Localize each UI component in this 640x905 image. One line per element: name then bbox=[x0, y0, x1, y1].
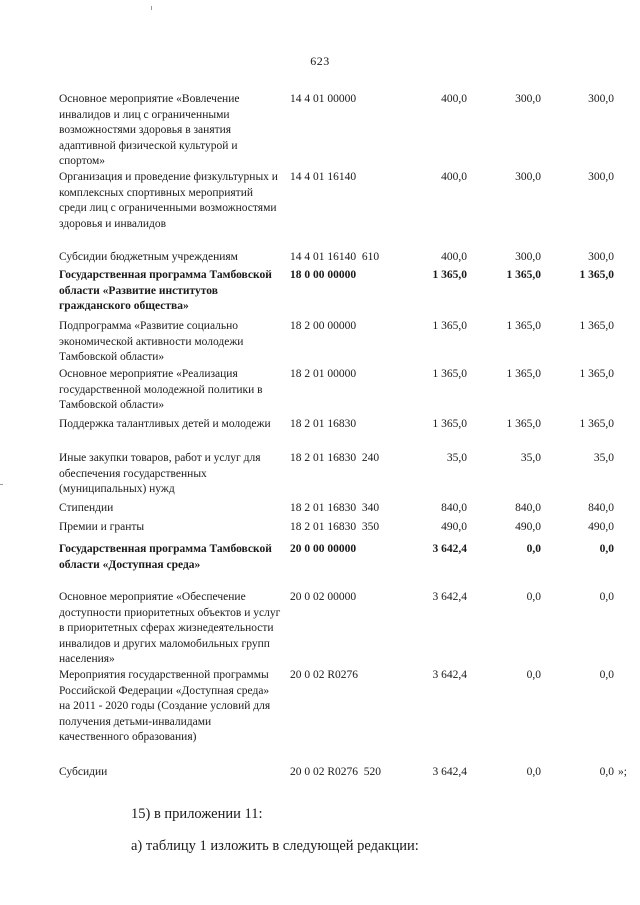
row-name: Субсидии бюджетным учреждениям bbox=[59, 251, 238, 263]
row-value-1: 400,0 bbox=[441, 93, 467, 105]
row-name: Субсидии bbox=[59, 766, 108, 778]
row-code: 14 4 01 00000 bbox=[290, 93, 357, 105]
row-value-2: 0,0 bbox=[526, 669, 541, 681]
amendment-item-a-text: а) таблицу 1 изложить в следующей редакции: bbox=[131, 838, 419, 854]
row-value-2: 490,0 bbox=[515, 521, 541, 533]
row-value-1: 1 365,0 bbox=[432, 269, 467, 281]
row-value-3: 35,0 bbox=[593, 452, 614, 464]
row-value-1: 400,0 bbox=[441, 171, 467, 183]
row-code: 18 2 01 16830 bbox=[290, 418, 357, 430]
row-value-1: 1 365,0 bbox=[432, 320, 467, 332]
row-value-1: 3 642,4 bbox=[432, 591, 467, 603]
row-code: 14 4 01 16140 bbox=[290, 171, 357, 183]
row-value-1: 35,0 bbox=[446, 452, 467, 464]
row-value-3: 1 365,0 bbox=[579, 269, 614, 281]
row-code: 20 0 02 R0276 bbox=[290, 669, 359, 681]
row-code: 20 0 02 R0276 520 bbox=[290, 766, 382, 778]
row-code: 18 2 01 00000 bbox=[290, 368, 357, 380]
row-name: Основное мероприятие «Вовлечение инвалидов и лиц с ограниченными возможностями здоровья в занятия адаптивной физической культурой и спортом» bbox=[59, 93, 240, 167]
scan-artifact-mark bbox=[151, 6, 152, 10]
row-code: 20 0 00 00000 bbox=[290, 543, 357, 555]
row-code: 18 0 00 00000 bbox=[290, 269, 357, 281]
row-name: Стипендии bbox=[59, 502, 114, 514]
page-number: 623 bbox=[310, 54, 330, 68]
row-name: Организация и проведение физкультурных и комплексных спортивных мероприятий среди лиц с ограниченными возможностями здоровья и инвалидов bbox=[59, 171, 278, 230]
row-value-2: 1 365,0 bbox=[506, 269, 541, 281]
row-code: 18 2 01 16830 240 bbox=[290, 452, 380, 464]
row-value-3: 840,0 bbox=[588, 502, 614, 514]
row-value-3: 1 365,0 bbox=[579, 418, 614, 430]
closing-quote-mark: »; bbox=[618, 766, 627, 778]
row-value-2: 0,0 bbox=[526, 543, 541, 555]
row-code: 18 2 01 16830 340 bbox=[290, 502, 380, 514]
row-name: Подпрограмма «Развитие социально экономической активности молодежи Тамбовской области» bbox=[59, 320, 244, 363]
scan-artifact-mark bbox=[0, 484, 3, 485]
row-value-3: 0,0 bbox=[599, 543, 614, 555]
row-value-2: 300,0 bbox=[515, 93, 541, 105]
row-value-1: 3 642,4 bbox=[432, 766, 467, 778]
row-value-3: 0,0 bbox=[599, 591, 614, 603]
row-value-2: 35,0 bbox=[520, 452, 541, 464]
row-code: 18 2 00 00000 bbox=[290, 320, 357, 332]
row-value-1: 1 365,0 bbox=[432, 368, 467, 380]
row-value-2: 1 365,0 bbox=[506, 320, 541, 332]
row-value-2: 300,0 bbox=[515, 171, 541, 183]
row-value-1: 1 365,0 bbox=[432, 418, 467, 430]
row-value-2: 1 365,0 bbox=[506, 418, 541, 430]
row-code: 18 2 01 16830 350 bbox=[290, 521, 380, 533]
row-value-2: 0,0 bbox=[526, 766, 541, 778]
amendment-item-15-text: 15) в приложении 11: bbox=[131, 806, 263, 822]
row-value-2: 300,0 bbox=[515, 251, 541, 263]
row-code: 14 4 01 16140 610 bbox=[290, 251, 380, 263]
row-value-3: 0,0 bbox=[599, 669, 614, 681]
row-value-2: 0,0 bbox=[526, 591, 541, 603]
row-name: Государственная программа Тамбовской области «Развитие институтов гражданского общества» bbox=[59, 269, 272, 312]
row-value-1: 3 642,4 bbox=[432, 669, 467, 681]
row-value-3: 0,0 bbox=[599, 766, 614, 778]
row-name: Премии и гранты bbox=[59, 521, 145, 533]
row-value-3: 300,0 bbox=[588, 251, 614, 263]
row-value-3: 1 365,0 bbox=[579, 320, 614, 332]
row-value-1: 400,0 bbox=[441, 251, 467, 263]
row-name: Поддержка талантливых детей и молодежи bbox=[59, 418, 271, 430]
row-name: Государственная программа Тамбовской области «Доступная среда» bbox=[59, 543, 272, 571]
row-value-2: 1 365,0 bbox=[506, 368, 541, 380]
row-value-3: 1 365,0 bbox=[579, 368, 614, 380]
row-name: Основное мероприятие «Реализация государственной молодежной политики в Тамбовской области» bbox=[59, 368, 263, 411]
row-name: Основное мероприятие «Обеспечение доступности приоритетных объектов и услуг в приоритетных сферах жизнедеятельности инвалидов и других маломобильных групп населения» bbox=[59, 591, 281, 665]
row-value-3: 300,0 bbox=[588, 171, 614, 183]
row-value-1: 840,0 bbox=[441, 502, 467, 514]
row-value-3: 300,0 bbox=[588, 93, 614, 105]
row-code: 20 0 02 00000 bbox=[290, 591, 357, 603]
row-value-3: 490,0 bbox=[588, 521, 614, 533]
row-name: Иные закупки товаров, работ и услуг для обеспечения государственных (муниципальных) нужд bbox=[59, 452, 261, 495]
row-value-1: 3 642,4 bbox=[432, 543, 467, 555]
row-name: Мероприятия государственной программы Российской Федерации «Доступная среда» на 2011 - 2020 годы (Создание условий для получения детьми-инвалидами качественного образования) bbox=[59, 669, 271, 743]
row-value-1: 490,0 bbox=[441, 521, 467, 533]
row-value-2: 840,0 bbox=[515, 502, 541, 514]
